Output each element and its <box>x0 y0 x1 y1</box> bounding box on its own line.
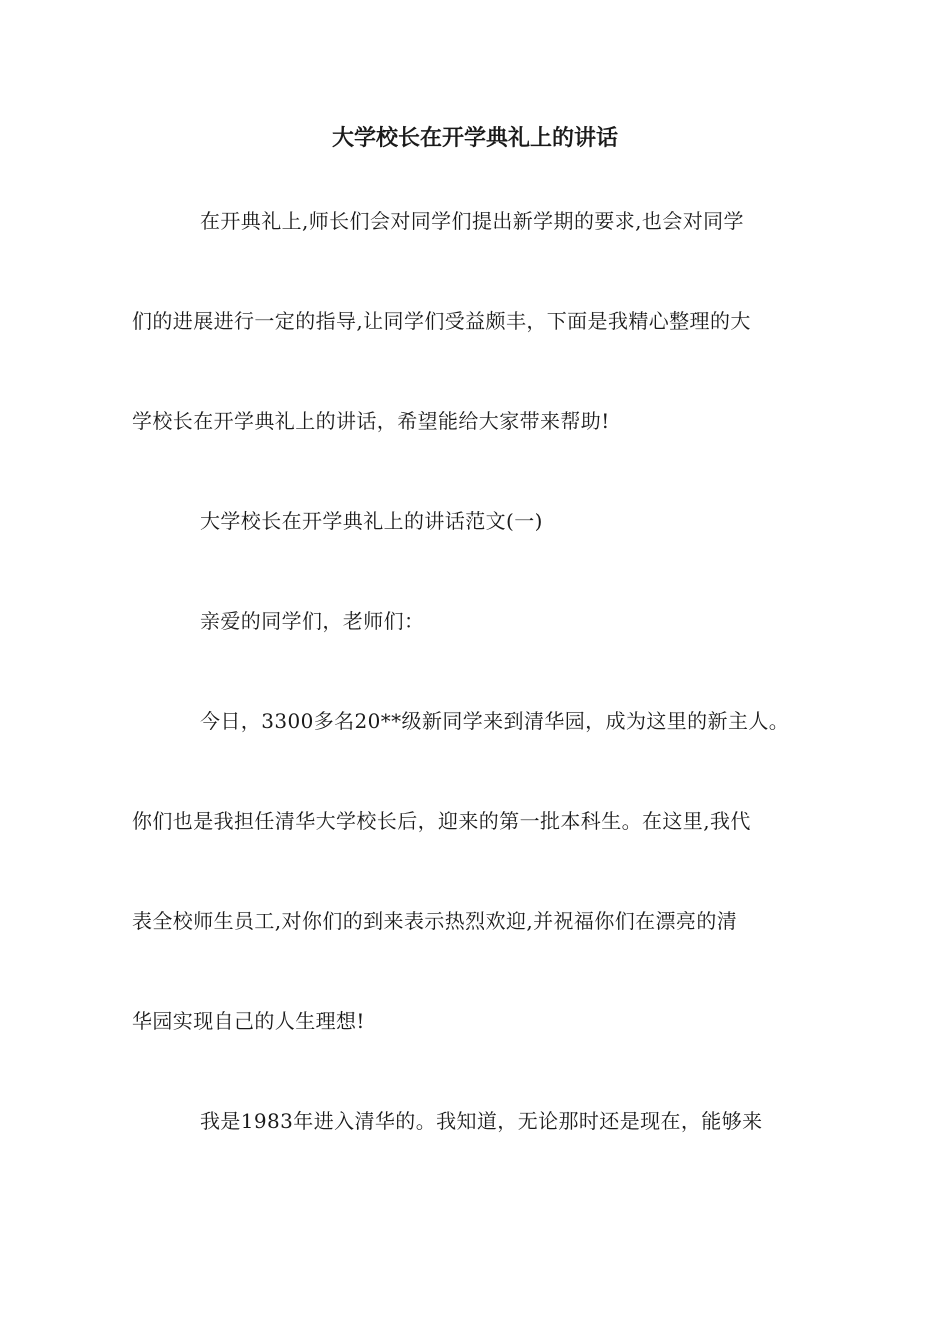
paragraph-line: 你们也是我担任清华大学校长后，迎来的第一批本科生。在这里,我代 <box>132 809 751 833</box>
salutation-line: 亲爱的同学们，老师们： <box>200 609 425 633</box>
paragraph-line: 今日，3300多名20**级新同学来到清华园，成为这里的新主人。 <box>200 709 790 733</box>
paragraph-line: 在开典礼上,师长们会对同学们提出新学期的要求,也会对同学 <box>200 209 744 233</box>
paragraph-line: 表全校师生员工,对你们的到来表示热烈欢迎,并祝福你们在漂亮的清 <box>132 909 738 933</box>
section-heading: 大学校长在开学典礼上的讲话范文(一) <box>200 509 543 533</box>
document-title: 大学校长在开学典礼上的讲话 <box>331 126 618 151</box>
paragraph-line: 我是1983年进入清华的。我知道，无论那时还是现在，能够来 <box>200 1109 763 1133</box>
paragraph-line: 华园实现自己的人生理想! <box>132 1009 365 1033</box>
paragraph-line: 们的进展进行一定的指导,让同学们受益颇丰，下面是我精心整理的大 <box>132 309 751 333</box>
paragraph-line: 学校长在开学典礼上的讲话，希望能给大家带来帮助! <box>132 409 610 433</box>
